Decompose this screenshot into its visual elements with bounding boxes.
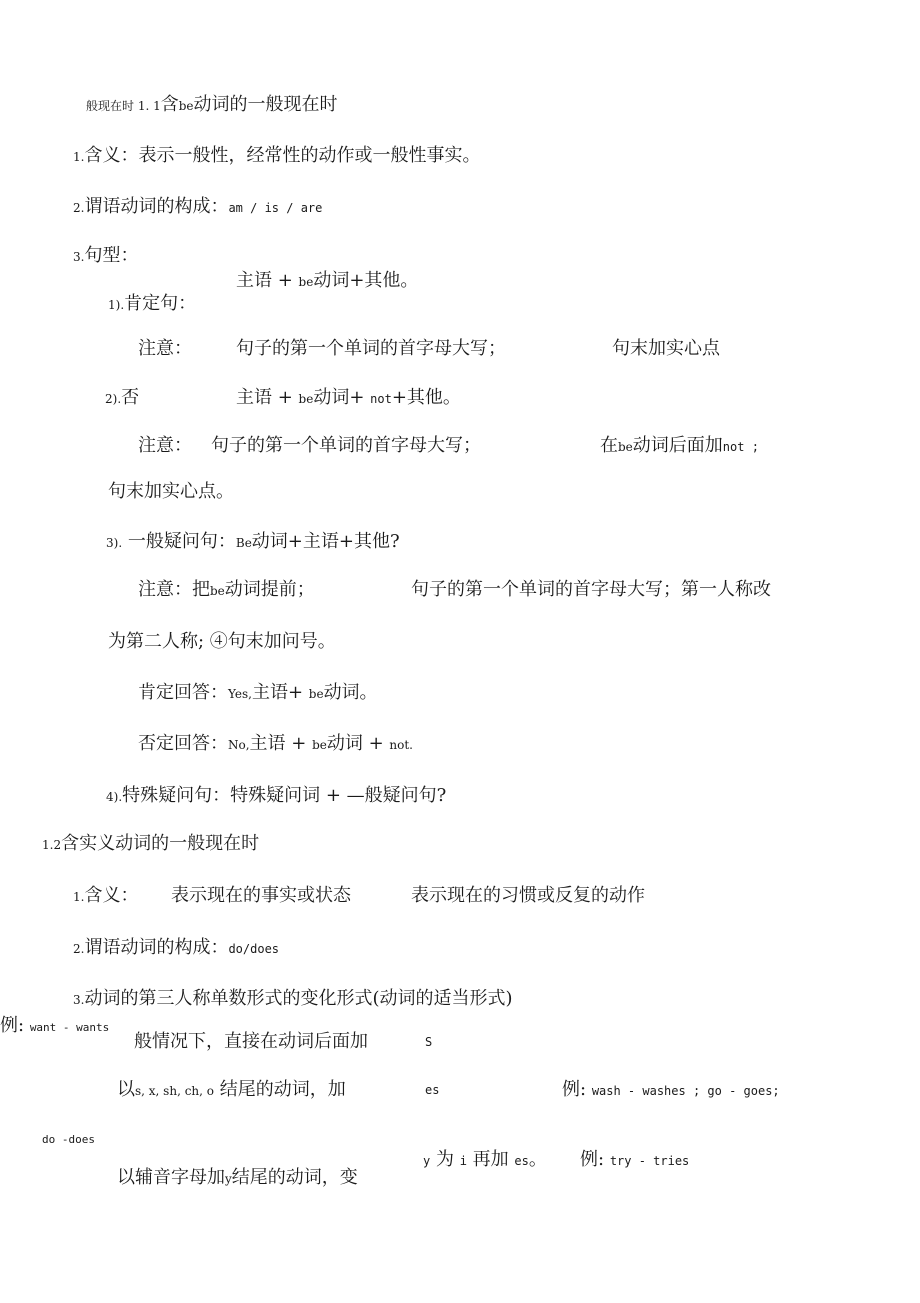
note-label: 注意：把 [138, 579, 210, 600]
special-question-text: 特殊疑问句：特殊疑问词 + —般疑问句? [122, 785, 447, 806]
section-number: 1.2 [42, 838, 62, 852]
rule-3-y-letter: y [225, 1172, 232, 1186]
section-title-text: 含实义动词的一般现在时 [61, 833, 260, 854]
rule-2-b: 结尾的动词，加 [214, 1079, 346, 1100]
item-number: 2). [105, 392, 122, 406]
affirmative-answer [138, 682, 378, 705]
example-label: 例: [562, 1079, 587, 1100]
note-be: be [618, 440, 633, 454]
rule-3-add: 再加 [472, 1149, 509, 1170]
answer-label: 否定回答： [138, 733, 228, 754]
example-value: wash - washes ; go - goes; [591, 1084, 780, 1098]
affirmative-note-label: 注意： [138, 338, 192, 359]
question-formula: 动词+主语+其他? [251, 531, 400, 552]
section-2-title [42, 833, 259, 856]
affirmative-text: 肯定句： [124, 293, 197, 314]
item-number: 1). [108, 298, 125, 312]
rule-3-y: y [423, 1154, 431, 1168]
s2-meaning-a: 表示现在的事实或状态 [171, 885, 351, 906]
title-be: be [178, 99, 194, 113]
answer-subject: 主语 + [249, 733, 313, 754]
negative-note-1: 句子的第一个单词的首字母大写； [211, 435, 481, 456]
rule-2-example [562, 1079, 780, 1102]
formula-not: not [370, 392, 392, 406]
question-line [106, 531, 400, 554]
formula-be: be [298, 392, 314, 406]
question-note-3: 为第二人称; ④句末加问号。 [108, 631, 336, 652]
answer-label: 肯定回答： [138, 682, 228, 703]
answer-not: not. [389, 738, 413, 752]
rule-3-change [423, 1149, 547, 1172]
negative-label [105, 387, 139, 410]
rule-3-period: 。 [528, 1149, 547, 1170]
s2-predicate-label: 谓语动词的构成： [84, 937, 229, 958]
title-prefix: 般现在时 1. 1 [86, 99, 161, 113]
example-label: 例: [580, 1149, 605, 1170]
negative-note-2 [600, 435, 759, 458]
rule-3-text [117, 1167, 358, 1190]
s2-predicate-line [73, 937, 279, 960]
meaning-line [73, 145, 480, 168]
formula-rest: 动词+其他。 [313, 270, 419, 291]
answer-no: No, [228, 738, 250, 752]
answer-rest: 动词。 [323, 682, 378, 703]
example-label: 例: [0, 1015, 25, 1036]
example-do: do -does [42, 1133, 95, 1146]
example-value: want - wants [29, 1021, 110, 1034]
item-number: 4). [106, 790, 123, 804]
item-number: 3. [73, 250, 85, 264]
rule-2-letters: s, x, sh, ch, o [135, 1084, 215, 1098]
item-number: 2. [73, 942, 85, 956]
s2-meaning-b: 表示现在的习惯或反复的动作 [411, 885, 645, 906]
rule-1-suffix: S [425, 1035, 433, 1049]
page-title [86, 94, 338, 117]
affirmative-formula [236, 270, 418, 293]
item-number: 3. [73, 993, 85, 1007]
formula-be: be [298, 275, 314, 289]
negative-note-label: 注意： [138, 435, 192, 456]
meaning-text: 含义：表示一般性，经常性的动作或一般性事实。 [84, 145, 481, 166]
affirmative-note-2: 句末加实心点 [612, 338, 720, 359]
formula-rest: +其他。 [391, 387, 461, 408]
rule-1-text: 般情况下，直接在动词后面加 [134, 1031, 368, 1052]
formula-verb: 动词+ [313, 387, 371, 408]
negative-formula [236, 387, 461, 410]
s2-meaning-label: 含义： [84, 885, 139, 906]
s2-third-person-text: 动词的第三人称单数形式的变化形式(动词的适当形式) [84, 988, 513, 1009]
question-note-2: 句子的第一个单词的首字母大写；第一人称改 [411, 579, 771, 600]
note-after: 动词后面加 [632, 435, 723, 456]
question-be: Be [235, 536, 252, 550]
rule-2-suffix: es [425, 1083, 440, 1097]
predicate-line [73, 196, 322, 219]
affirmative-label [108, 293, 196, 316]
formula-subject: 主语 + [236, 387, 299, 408]
item-number: 1. [73, 890, 85, 904]
negative-answer [138, 733, 413, 756]
s2-predicate-forms: do/does [228, 942, 280, 956]
rule-2-text [117, 1079, 346, 1102]
s2-third-person-heading [73, 988, 513, 1011]
predicate-forms: am / is / are [228, 201, 323, 215]
answer-be: be [308, 687, 324, 701]
answer-verb: 动词 + [326, 733, 390, 754]
s2-meaning-line [73, 885, 138, 908]
sentence-types-label: 句型： [84, 245, 139, 266]
rule-3-i: i [459, 1154, 467, 1168]
sentence-types-heading [73, 245, 138, 268]
negative-text: 否 [121, 387, 140, 408]
affirmative-note-1: 句子的第一个单词的首字母大写； [236, 338, 506, 359]
rule-3-to: 为 [435, 1149, 454, 1170]
example-want [0, 1015, 109, 1039]
answer-be: be [312, 738, 327, 752]
note-front: 动词提前； [224, 579, 315, 600]
title-main-a: 含 [160, 94, 179, 115]
question-label: 一般疑问句： [127, 531, 236, 552]
rule-3-example [580, 1149, 689, 1172]
question-note-1 [138, 579, 315, 602]
answer-subject: 主语+ [251, 682, 309, 703]
item-number: 1. [73, 150, 85, 164]
answer-yes: Yes, [228, 687, 252, 701]
note-at: 在 [600, 435, 618, 456]
example-value: try - tries [609, 1154, 690, 1168]
special-question-line [106, 785, 446, 808]
rule-2-a: 以 [117, 1079, 135, 1100]
title-main-b: 动词的一般现在时 [193, 94, 338, 115]
item-number: 2. [73, 201, 85, 215]
note-be: be [210, 584, 225, 598]
formula-subject: 主语 + [236, 270, 299, 291]
rule-3-es: es [514, 1154, 529, 1168]
predicate-label: 谓语动词的构成： [84, 196, 229, 217]
negative-note-3: 句末加实心点。 [108, 481, 234, 502]
rule-3-a: 以辅音字母加 [117, 1167, 225, 1188]
rule-3-b: 结尾的动词，变 [231, 1167, 358, 1188]
note-not: not ; [722, 440, 759, 454]
item-number: 3). [106, 536, 123, 550]
